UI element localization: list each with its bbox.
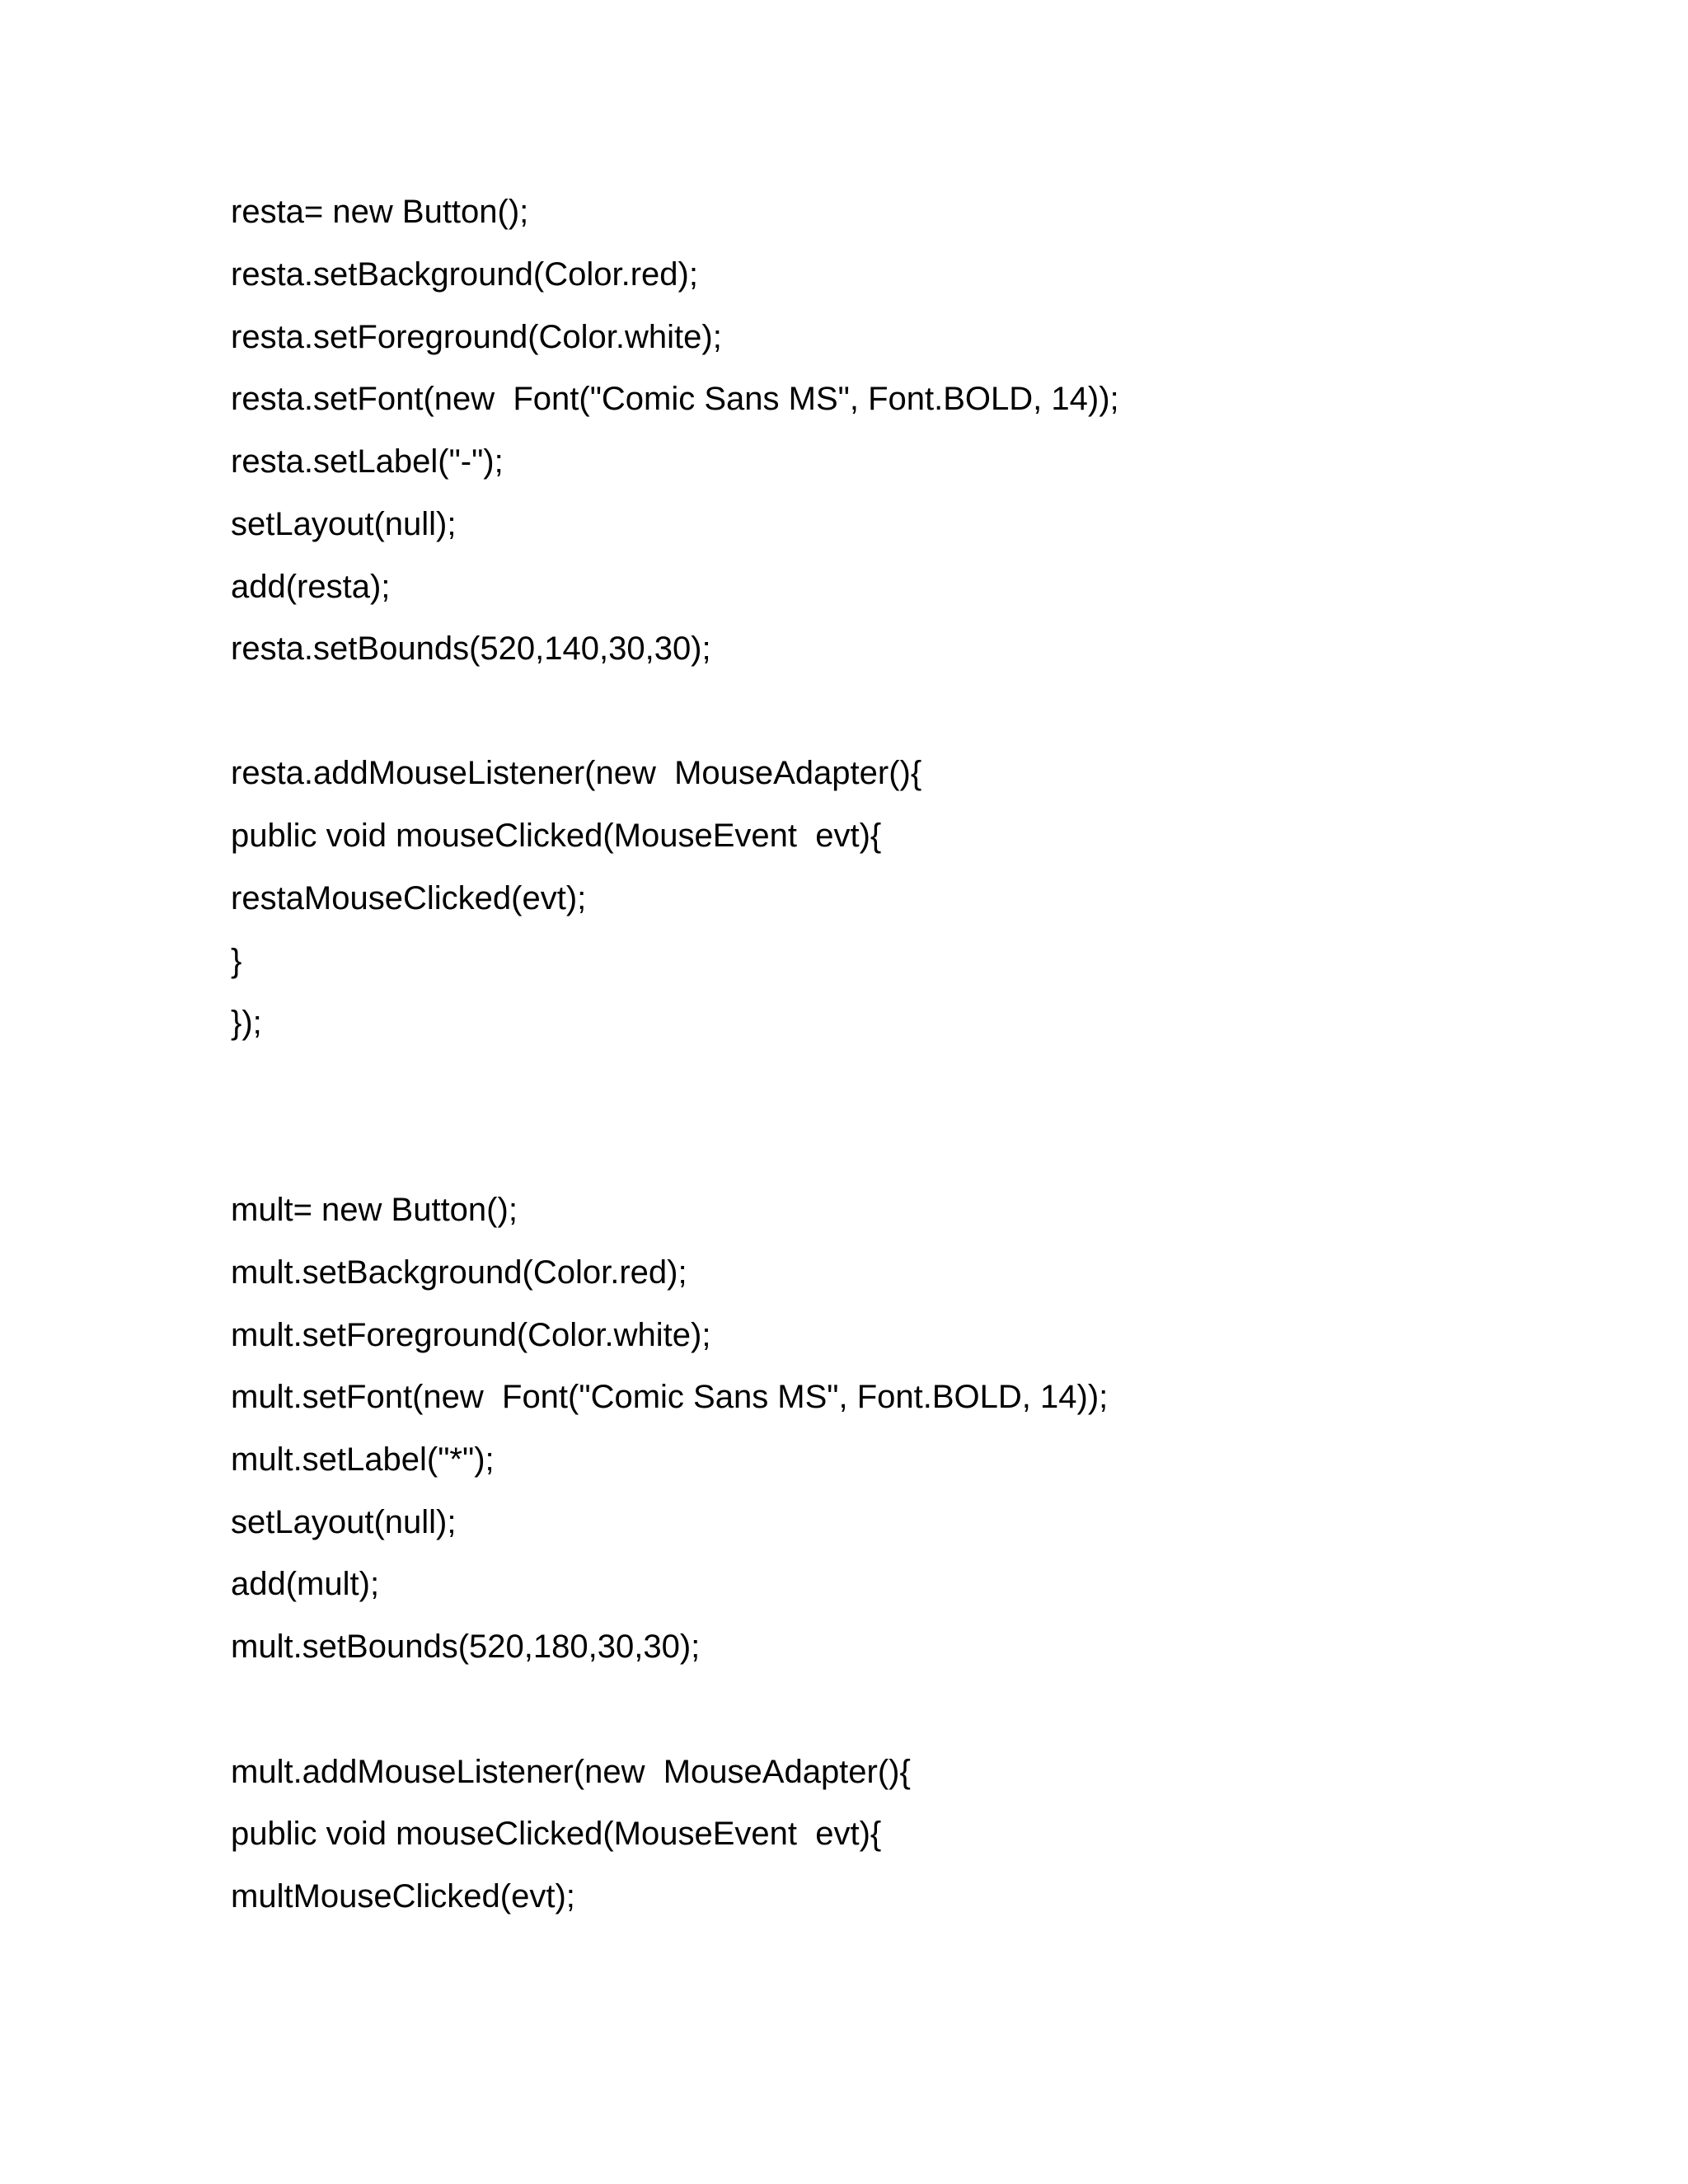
code-line: mult.addMouseListener(new MouseAdapter(){ — [231, 1754, 911, 1790]
code-line: resta.setBounds(520,140,30,30); — [231, 630, 711, 667]
code-line: mult.setBounds(520,180,30,30); — [231, 1629, 701, 1665]
code-line: multMouseClicked(evt); — [231, 1878, 575, 1915]
code-line: mult.setFont(new Font("Comic Sans MS", Font.BOLD, 14)); — [231, 1379, 1109, 1415]
code-line: resta.addMouseListener(new MouseAdapter(){ — [231, 755, 922, 791]
code-line: mult= new Button(); — [231, 1192, 518, 1228]
code-line: }); — [231, 1005, 262, 1041]
code-line: mult.setLabel("*"); — [231, 1441, 495, 1478]
code-line: resta.setForeground(Color.white); — [231, 319, 722, 355]
code-line: resta.setBackground(Color.red); — [231, 256, 698, 293]
code-line: public void mouseClicked(MouseEvent evt){ — [231, 1816, 882, 1852]
code-line: setLayout(null); — [231, 1504, 457, 1540]
code-line: restaMouseClicked(evt); — [231, 880, 587, 916]
code-line: resta.setLabel("-"); — [231, 443, 504, 480]
code-line: public void mouseClicked(MouseEvent evt){ — [231, 818, 882, 854]
code-line: add(resta); — [231, 569, 391, 605]
code-line: resta.setFont(new Font("Comic Sans MS", Font.BOLD, 14)); — [231, 381, 1119, 417]
code-line: mult.setForeground(Color.white); — [231, 1317, 711, 1353]
code-line: add(mult); — [231, 1566, 380, 1602]
code-line: resta= new Button(); — [231, 194, 529, 230]
code-line: mult.setBackground(Color.red); — [231, 1254, 687, 1291]
code-line: setLayout(null); — [231, 506, 457, 542]
code-line: } — [231, 943, 242, 979]
